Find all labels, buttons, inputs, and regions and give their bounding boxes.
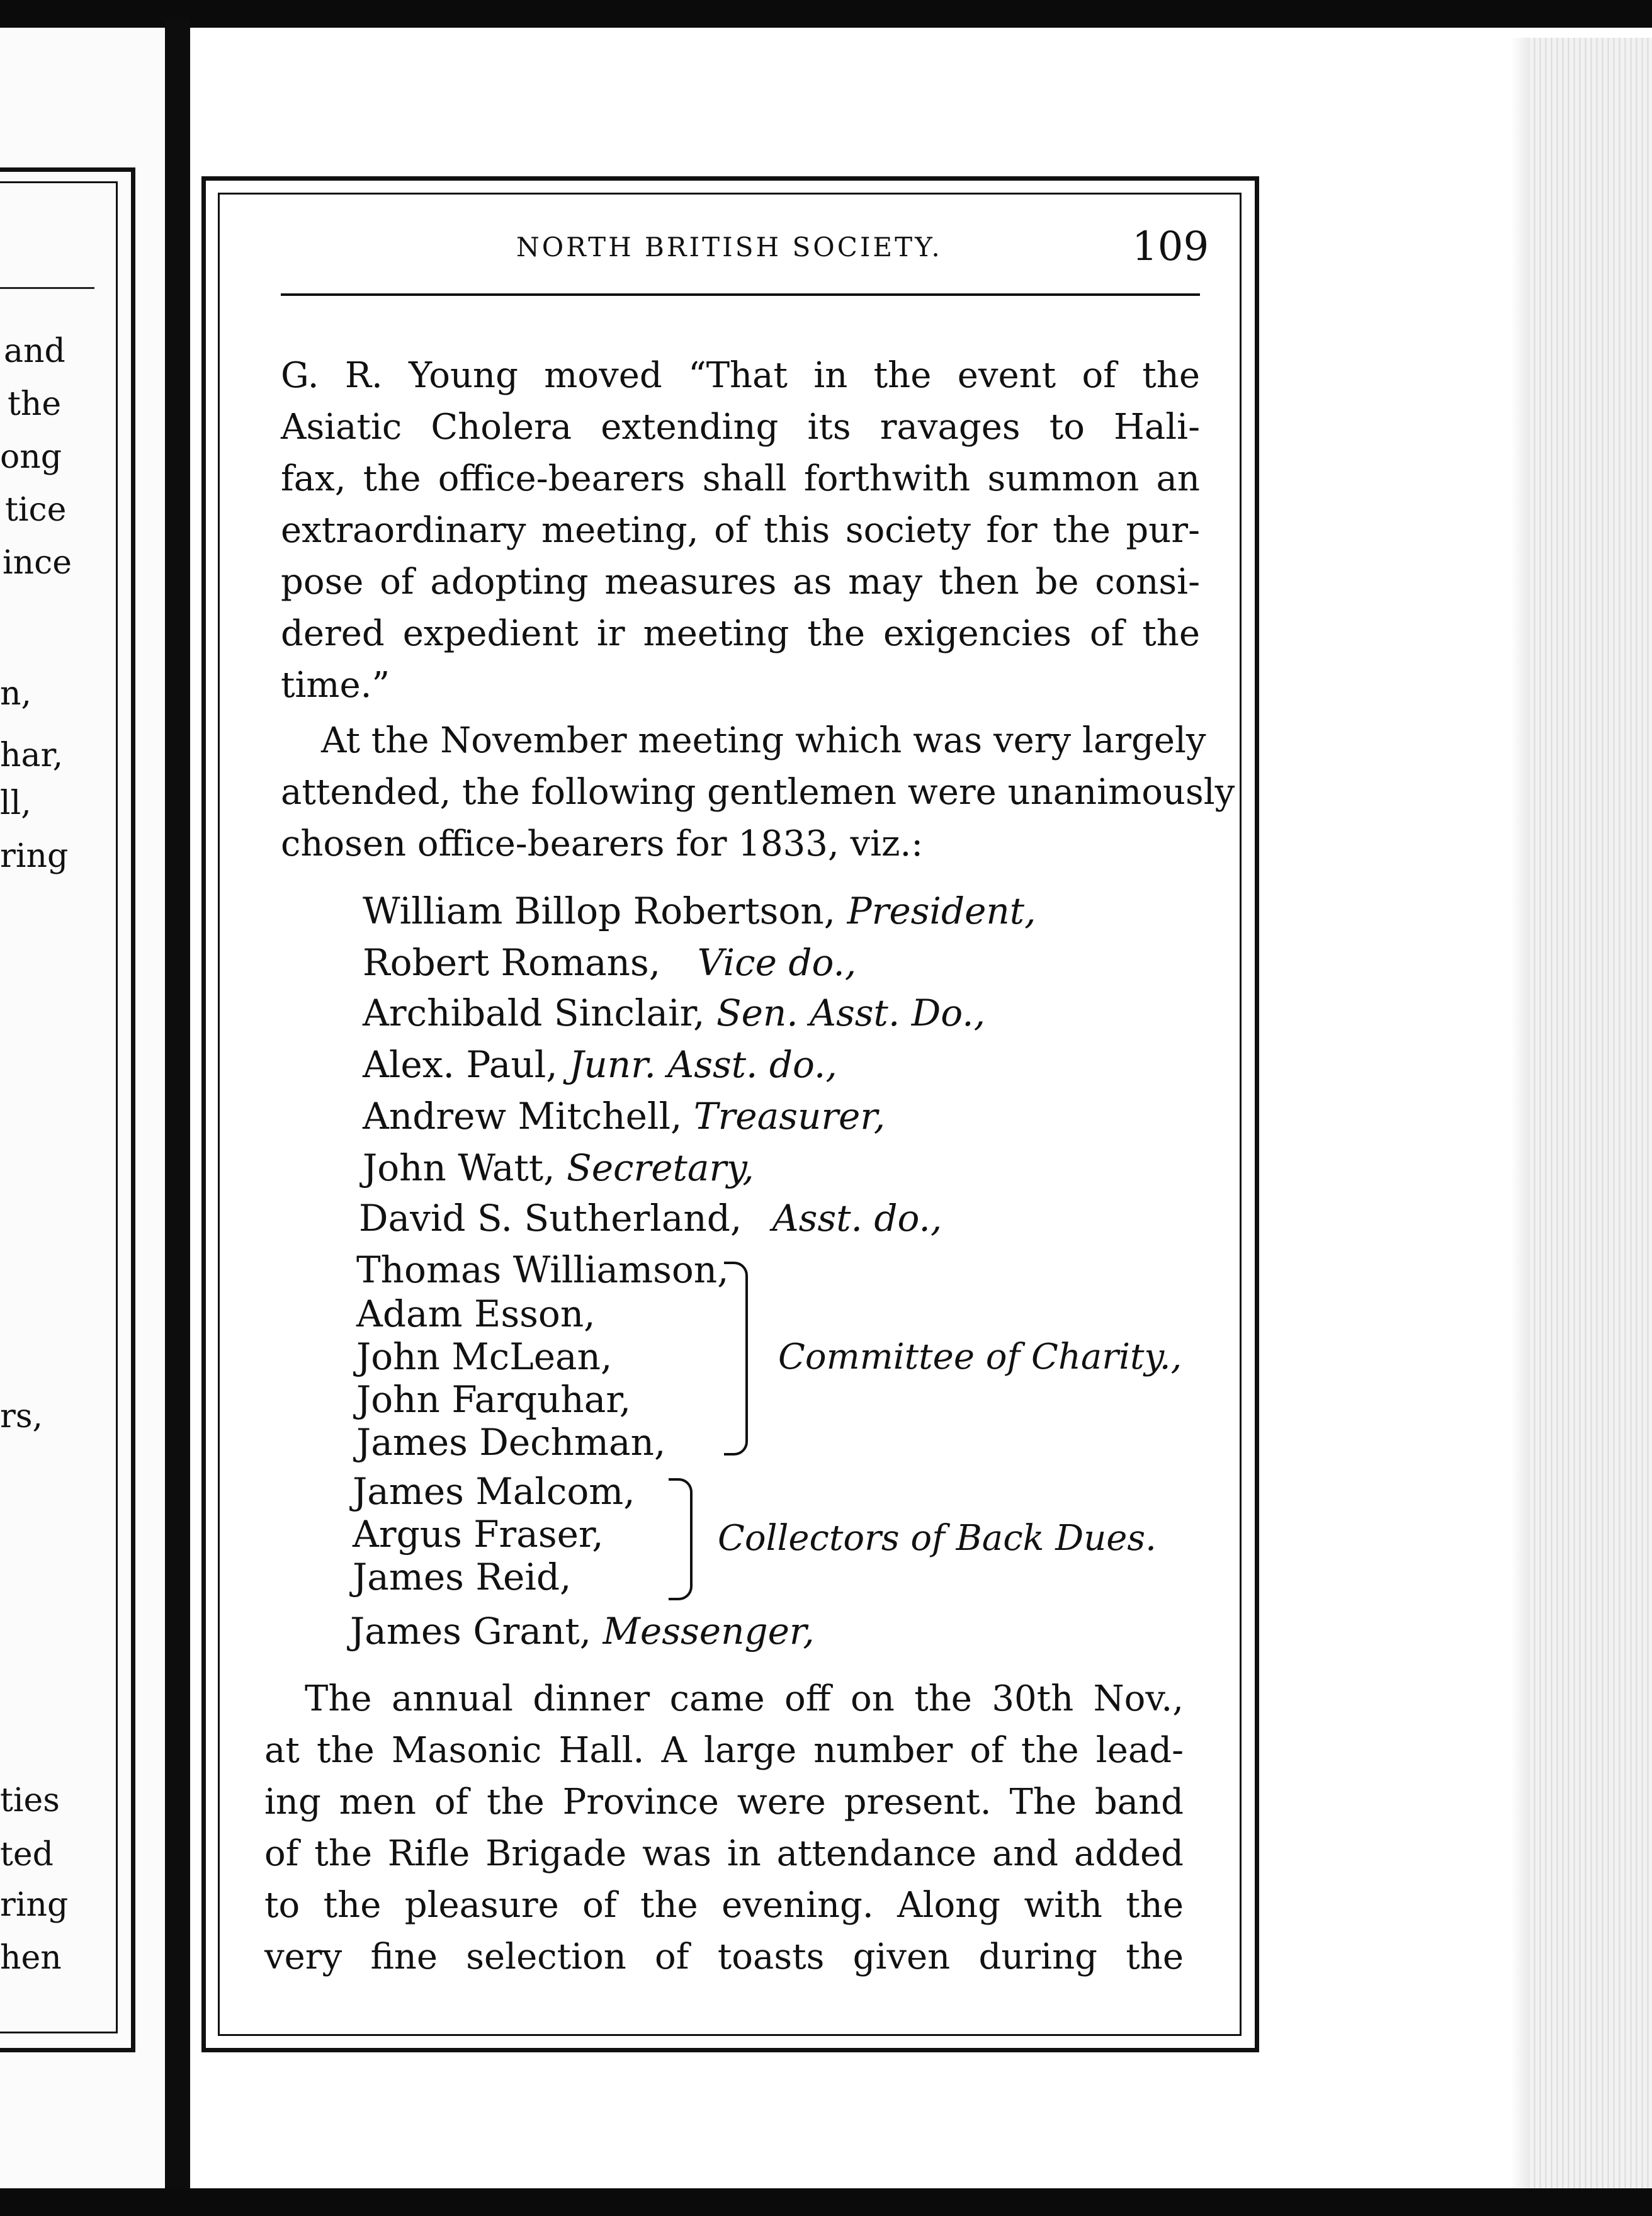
officer-role: Asst. do., [772,1197,942,1240]
collectors-label: Collectors of Back Dues. [718,1518,1157,1559]
text-line: time.” [281,665,390,706]
left-fragment: ince [3,544,72,582]
officer-name: Alex. Paul, [363,1043,558,1086]
left-fragment: ll, [0,784,31,822]
text-line: ing men of the Province were present. The band [264,1782,1184,1823]
left-fragment: har, [0,737,64,774]
committee-member: John Farquhar, [356,1378,631,1421]
text-line: of the Rifle Brigade was in attendance and added [264,1833,1184,1874]
text-line: at the Masonic Hall. A large number of the lead- [264,1730,1184,1771]
officer-name: Robert Romans, [363,941,661,984]
page-edges [1530,38,1652,2188]
left-head-rule [0,287,94,289]
officer-entry [363,941,857,984]
officer-name: William Billop Robertson, [363,890,836,932]
paragraph-cholera-motion [281,350,1200,711]
committee-member: Adam Esson, [356,1292,596,1335]
officer-entry [359,1197,942,1240]
left-fragment: and [4,332,65,370]
text-line: to the pleasure of the evening. Along with the [264,1885,1184,1926]
officer-entry [363,1043,837,1086]
committee-member: James Dechman, [356,1421,666,1464]
left-fragment: ring [0,1886,69,1924]
text-line: very fine selection of toasts given during the [264,1936,1184,1977]
officer-entry [363,992,986,1034]
collectors-brace [669,1478,693,1600]
officer-name: Andrew Mitchell, [363,1095,682,1138]
head-rule [281,293,1200,296]
committee-member: Thomas Williamson, [356,1248,729,1291]
left-fragment: n, [0,675,32,713]
page-edge-shadow [1511,38,1532,2188]
officer-role: Junr. Asst. do., [569,1043,837,1086]
messenger-entry [350,1610,815,1653]
scan-border-top [0,0,1652,28]
officer-name: Archibald Sinclair, [363,992,705,1034]
left-fragment: rs, [0,1398,43,1435]
left-fragment: ring [0,837,69,875]
officer-role: Treasurer, [693,1095,886,1138]
running-head: NORTH BRITISH SOCIETY. [516,232,942,263]
committee-member: John McLean, [356,1335,613,1378]
left-fragment: ties [0,1782,60,1819]
text-line: G. R. Young moved “That in the event of the [281,355,1200,396]
paragraph-november-meeting [281,715,1235,870]
previous-page-fragment [0,28,165,2188]
officer-entry [363,1146,754,1189]
committee-brace [724,1262,748,1456]
text-line: Asiatic Cholera extending its ravages to Hali- [281,407,1200,448]
page-number: 109 [1132,223,1209,270]
officer-role: Sen. Asst. Do., [716,992,986,1034]
left-fragment: hen [0,1939,62,1977]
committee-label: Committee of Charity., [778,1337,1182,1377]
left-fragment: tice [5,491,67,529]
collector-member: James Reid, [353,1556,572,1598]
text-line: fax, the office-bearers shall forthwith summon an [281,458,1200,499]
officer-role: Secretary, [566,1146,754,1189]
officer-entry [363,1095,886,1138]
officer-role: Vice do., [697,941,857,984]
text-line: extraordinary meeting, of this society for the pur- [281,510,1200,551]
scan-border-bottom [0,2188,1652,2216]
officer-entry [363,890,1036,932]
text-line: attended, the following gentlemen were unanimously [281,772,1235,813]
officer-name: David S. Sutherland, [359,1197,742,1240]
collector-member: James Malcom, [353,1470,635,1513]
text-line: dered expedient ir meeting the exigencies of the [281,613,1200,654]
officer-role: President, [847,890,1036,932]
collector-member: Argus Fraser, [353,1513,604,1556]
messenger-name: James Grant, [350,1610,592,1653]
paragraph-annual-dinner [264,1673,1184,1983]
left-fragment: ted [0,1836,54,1874]
officer-name: John Watt, [363,1146,555,1189]
text-line: pose of adopting measures as may then be consi- [281,562,1200,602]
text-line: chosen office-bearers for 1833, viz.: [281,823,924,864]
messenger-role: Messenger, [603,1610,815,1653]
text-line: At the November meeting which was very largely [321,720,1206,761]
left-fragment: the [8,385,62,423]
text-line: The annual dinner came off on the 30th Nov., [305,1678,1184,1719]
left-fragment: ong [0,438,62,476]
